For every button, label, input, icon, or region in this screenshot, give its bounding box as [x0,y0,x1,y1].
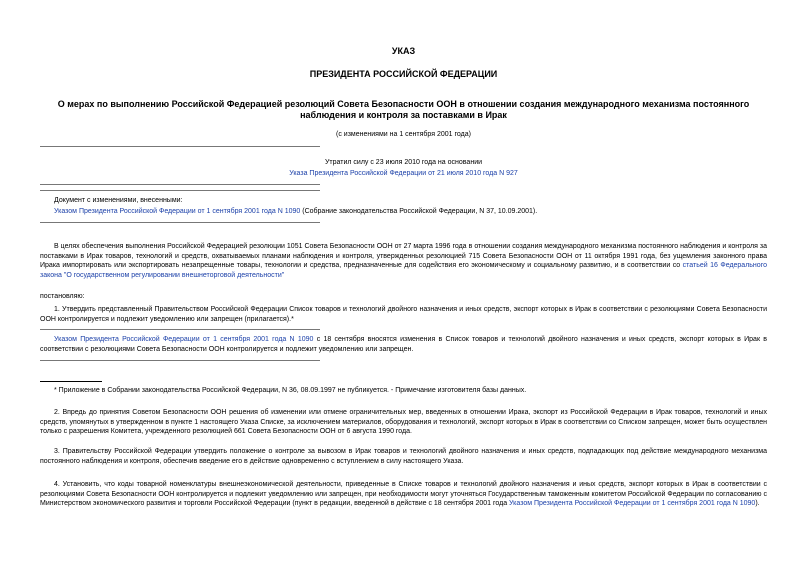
doc-title-line-2: наблюдения и контроля за поставками в Ирак [300,110,507,120]
item-4-tail: ). [755,500,760,508]
item-1-amendment-note [40,335,767,354]
repeal-note: Утратил силу с 23 июля 2010 года на основании [324,159,483,166]
footnote: * Приложение в Собрании законодательства Российской Федерации, N 36, 08.09.1997 не публикуется. - Примечание изготовителя базы данных. [54,387,527,394]
amendment-date: (с изменениями на 1 сентября 2001 года) [336,131,471,138]
preamble-text: В целях обеспечения выполнения Российской Федерацией резолюции 1051 Совета Безопасности ООН от 27 марта 1996 года в отношении создания международного механизма постоянного наблюдения и контроля за поставками в Ирак товаров, технологий и средств, охватываемых планами наблюдения и контроля, утвержденных резолюцией 715 Совета Безопасности ООН от 11 октября 1991 года, без ущемления законного права Ирака импортировать или экспортировать незапрещенные товары, технологии и средства, предназначенные для содействия его экономическому и социальному развитию, и в соответствии со [40,243,767,270]
item-4-text: 4. Установить, что коды товарной номенклатуры внешнеэкономической деятельности, приведенные в Списке товаров и технологий двойного назначения и иных средств, экспорт которых в Ирак в соответствии с резолюциями Совета Безопасности ООН контролируется и подлежит уведомлению или запрещен, при необходимости могут уточняться Государственным таможенным комитетом Российской Федерации по согласованию с Министерством экономического развития и торговли Российской Федерации (пункт в редакции, введенной в действие с 18 сентября 2001 года [40,481,767,508]
preamble-paragraph [40,242,767,280]
divider [40,360,320,361]
changes-line [54,207,537,216]
item-2: 2. Впредь до принятия Советом Безопасности ООН решения об изменении или отмене ограничительных мер, введенных в отношении Ирака, экспорт из Российской Федерации в Ирак товаров, технологий и иных средств, упомянутых в утвержденном в пункте 1 настоящего Указа Списке, за исключением материалов, оборудования и технологий, экспорт которых в Ирак в соответствии со Списком запрещен, может быть осуществлен только с разрешения Комитета, учрежденного резолюцией 661 Совета Безопасности ООН от 6 августа 1990 года. [40,409,767,436]
federal-law-link[interactable]: статьей 16 Федерального закона "О государственном регулировании внешнеторговой деятельности" [40,262,767,279]
decree-word: постановляю: [40,293,85,300]
item-3: 3. Правительству Российской Федерации утвердить положение о контроле за вывозом в Ирак товаров и технологий двойного назначения и иных средств, подпадающих под действие международного механизма постоянного наблюдения и контроля, обеспечив введение его в действие одновременно с вступлением в силу настоящего Указа. [40,448,767,465]
amendment-note-link[interactable]: Указом Президента Российской Федерации от 1 сентября 2001 года N 1090 [54,336,314,343]
changes-label: Документ с изменениями, внесенными: [54,197,183,204]
doc-title-line-1: О мерах по выполнению Российской Федерацией резолюций Совета Безопасности ООН в отношении создания международного механизма постоянного [57,99,750,109]
doc-issuer: ПРЕЗИДЕНТА РОССИЙСКОЙ ФЕДЕРАЦИИ [309,69,498,79]
footnote-separator [40,381,102,382]
doc-type: УКАЗ [391,46,416,56]
item-1: 1. Утвердить представленный Правительством Российской Федерации Список товаров и технологий двойного назначения и иных средств, экспорт которых в Ирак в соответствии с резолюциями Совета Безопасности ООН контролируется и подлежит уведомлению или запрещен (прилагается).* [40,306,767,323]
divider [40,222,320,223]
item-4-decree-link[interactable]: Указом Президента Российской Федерации от 1 сентября 2001 года N 1090 [509,500,756,508]
divider [40,146,320,147]
repeal-decree-link[interactable]: Указа Президента Российской Федерации от 21 июля 2010 года N 927 [289,170,518,177]
changes-source: (Собрание законодательства Российской Федерации, N 37, 10.09.2001). [300,208,538,215]
amending-decree-link[interactable]: Указом Президента Российской Федерации от 1 сентября 2001 года N 1090 [54,208,301,215]
divider [40,184,320,185]
amendment-note-text: с 18 сентября вносятся изменения в Список товаров и технологий двойного назначения и иных средств, экспорт которых в Ирак в соответствии с резолюциями Совета Безопасности ООН контролируется и подлежит уведомлению или запрещен. [40,336,767,353]
item-4 [40,480,767,509]
divider [40,190,320,191]
divider [40,329,320,330]
